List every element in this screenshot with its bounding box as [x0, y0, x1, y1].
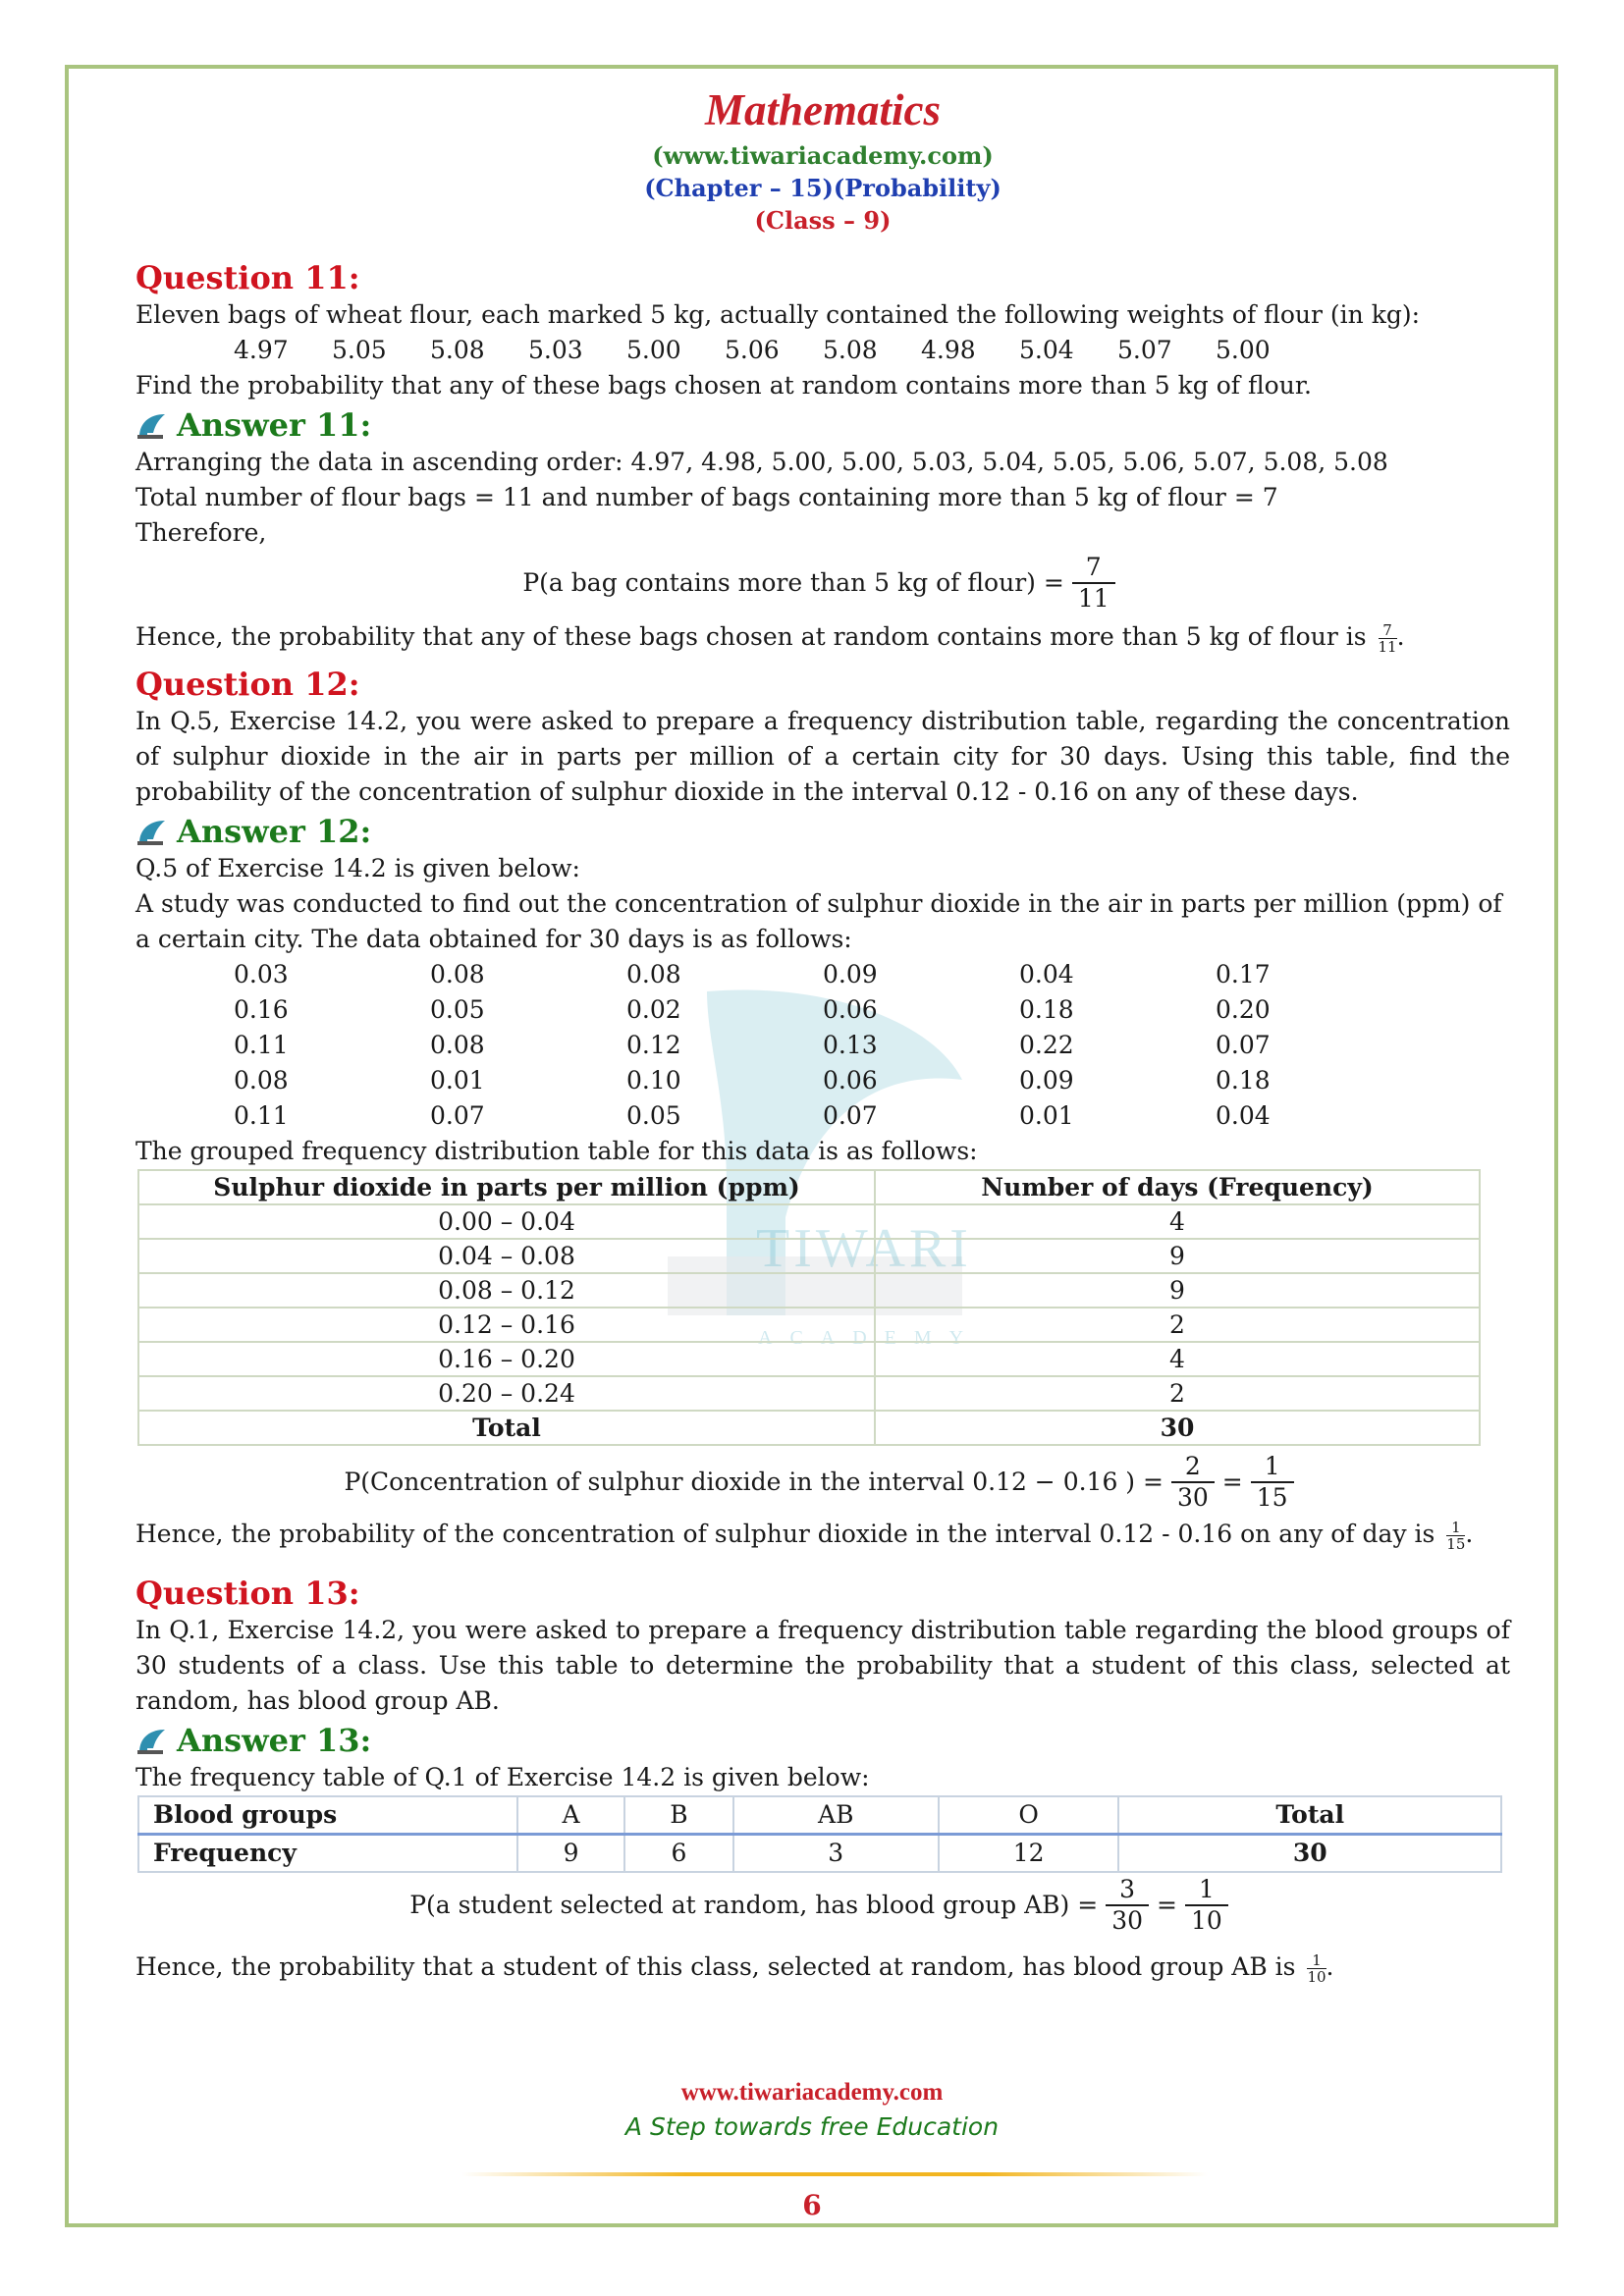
conclusion-period: .: [1465, 1520, 1474, 1548]
answer-13-equation: [135, 1875, 1510, 1936]
answer-11-line-3: Therefore,: [135, 518, 267, 547]
fraction-numerator: 7: [1085, 553, 1102, 581]
weight-value: 5.00: [1216, 336, 1271, 364]
table-row: [138, 1796, 1501, 1835]
answer-11-title: Answer 11:: [177, 406, 372, 444]
data-value: 0.01: [1019, 1101, 1074, 1130]
weight-value: 5.08: [430, 336, 485, 364]
equation-fraction: [1171, 1452, 1215, 1513]
weight-value: 5.05: [332, 336, 387, 364]
chapter-title: (Chapter – 15)(Probability): [644, 174, 1001, 202]
flour-weights-row: [135, 333, 1510, 368]
table-cell: 12: [939, 1835, 1119, 1873]
data-value: 0.05: [626, 1101, 681, 1130]
conclusion-fraction: [1307, 1952, 1326, 1985]
conclusion-fraction: [1446, 1520, 1465, 1552]
answer-12-line-1: Q.5 of Exercise 14.2 is given below:: [135, 854, 580, 882]
table-cell: 0.00 – 0.04: [138, 1204, 875, 1239]
table-row: [138, 1835, 1501, 1873]
weight-value: 5.03: [528, 336, 583, 364]
watermark-brand: TIWARI: [756, 1218, 972, 1279]
answer-12-conclusion: [135, 1517, 1510, 1552]
table-cell: 30: [875, 1411, 1480, 1445]
weight-value: 4.98: [921, 336, 976, 364]
data-value: 0.07: [823, 1101, 878, 1130]
data-value: 0.05: [430, 995, 485, 1024]
data-value: 0.09: [1019, 1066, 1074, 1095]
data-value: 0.08: [430, 960, 485, 988]
fraction-numerator: 7: [1382, 621, 1392, 639]
answer-11-heading: [135, 405, 1510, 445]
tiwari-leaf-icon: [135, 1726, 169, 1755]
data-value: 0.20: [1216, 995, 1271, 1024]
answer-11-conclusion: [135, 619, 1510, 655]
data-value: 0.08: [234, 1066, 289, 1095]
table-cell: O: [939, 1796, 1119, 1835]
equation-fraction: [1072, 553, 1115, 614]
fraction-denominator: 15: [1251, 1481, 1294, 1513]
answer-11-equation: [135, 553, 1510, 614]
equation-lhs: P(a student selected at random, has blood group AB) =: [409, 1891, 1099, 1919]
fraction-numerator: 1: [1198, 1875, 1215, 1903]
weight-value: 5.06: [725, 336, 780, 364]
table-cell: AB: [733, 1796, 939, 1835]
fraction-denominator: 11: [1072, 582, 1115, 614]
fraction-denominator: 11: [1378, 638, 1397, 656]
answer-13-line-1: The frequency table of Q.1 of Exercise 14.2 is given below:: [135, 1763, 870, 1791]
answer-11-line-2: Total number of flour bags = 11 and number of bags containing more than 5 kg of flour = 7: [135, 483, 1278, 511]
data-value: 0.06: [823, 1066, 878, 1095]
equals-sign: =: [1221, 1468, 1243, 1496]
weight-value: 5.07: [1117, 336, 1172, 364]
question-11-text: Eleven bags of wheat flour, each marked 5 kg, actually contained the following weights of flour (in kg):: [135, 300, 1421, 329]
footer-tagline: A Step towards free Education: [624, 2112, 1000, 2141]
data-value: 0.11: [234, 1031, 289, 1059]
table-row: [138, 1204, 1480, 1239]
subject-title: Mathematics: [704, 85, 941, 134]
data-value: 0.08: [430, 1031, 485, 1059]
table-cell: 9: [875, 1239, 1480, 1273]
question-12-title: Question 12:: [135, 666, 360, 703]
answer-12-title: Answer 12:: [177, 813, 372, 850]
data-value: 0.22: [1019, 1031, 1074, 1059]
table-cell: 9: [875, 1273, 1480, 1308]
fraction-denominator: 30: [1106, 1904, 1149, 1936]
table-cell: Blood groups: [138, 1796, 517, 1835]
data-value: 0.18: [1019, 995, 1074, 1024]
table-header-cell: Sulphur dioxide in parts per million (ppm): [138, 1170, 875, 1204]
table-cell: 0.16 – 0.20: [138, 1342, 875, 1376]
data-value: 0.10: [626, 1066, 681, 1095]
table-cell: 2: [875, 1308, 1480, 1342]
table-total-row: [138, 1411, 1480, 1445]
table-row: [138, 1239, 1480, 1273]
equation-fraction: [1185, 1875, 1228, 1936]
table-row: [138, 1376, 1480, 1411]
data-value: 0.17: [1216, 960, 1271, 988]
data-value: 0.07: [1216, 1031, 1271, 1059]
data-value: 0.07: [430, 1101, 485, 1130]
conclusion-text: Hence, the probability of the concentration of sulphur dioxide in the interval 0.12 - 0.16 on any of day is: [135, 1520, 1435, 1548]
class-label: (Class – 9): [754, 206, 892, 235]
conclusion-text: Hence, the probability that a student of this class, selected at random, has blood group AB is: [135, 1952, 1296, 1981]
conclusion-period: .: [1326, 1952, 1334, 1981]
blood-group-table: [137, 1795, 1502, 1873]
table-cell: 0.04 – 0.08: [138, 1239, 875, 1273]
table-cell: Total: [1118, 1796, 1501, 1835]
data-value: 0.04: [1019, 960, 1074, 988]
table-cell: 0.08 – 0.12: [138, 1273, 875, 1308]
answer-13-title: Answer 13:: [177, 1722, 372, 1759]
watermark-sub: ACADEMY: [758, 1327, 982, 1349]
equals-sign: =: [1157, 1891, 1177, 1919]
equation-lhs: P(Concentration of sulphur dioxide in the interval 0.12 − 0.16 ) =: [344, 1468, 1164, 1496]
conclusion-period: .: [1396, 622, 1405, 651]
answer-12-line-3: The grouped frequency distribution table for this data is as follows:: [135, 1137, 978, 1165]
table-cell: 4: [875, 1342, 1480, 1376]
tiwari-leaf-icon: [135, 817, 169, 846]
footer-divider: [461, 2172, 1208, 2176]
table-row: [138, 1308, 1480, 1342]
data-value: 0.01: [430, 1066, 485, 1095]
question-11-text-2: Find the probability that any of these bags chosen at random contains more than 5 kg of flour.: [135, 371, 1312, 400]
fraction-numerator: 1: [1451, 1519, 1461, 1536]
data-value: 0.13: [823, 1031, 878, 1059]
table-row: [138, 1342, 1480, 1376]
table-cell: 0.20 – 0.24: [138, 1376, 875, 1411]
table-cell: 9: [517, 1835, 624, 1873]
page-header: [135, 80, 1510, 237]
data-value: 0.06: [823, 995, 878, 1024]
weight-value: 5.04: [1019, 336, 1074, 364]
fraction-denominator: 15: [1446, 1535, 1466, 1553]
table-header-row: [138, 1170, 1480, 1204]
table-cell: Total: [138, 1411, 875, 1445]
page-content: [135, 79, 1510, 1985]
data-value: 0.03: [234, 960, 289, 988]
table-cell: A: [517, 1796, 624, 1835]
equation-fraction: [1106, 1875, 1149, 1936]
table-header-cell: Number of days (Frequency): [875, 1170, 1480, 1204]
fraction-denominator: 10: [1307, 1968, 1326, 1986]
equation-lhs: P(a bag contains more than 5 kg of flour) =: [522, 568, 1064, 597]
data-value: 0.09: [823, 960, 878, 988]
table-cell: B: [624, 1796, 733, 1835]
table-cell: 6: [624, 1835, 733, 1873]
answer-12-heading: [135, 812, 1510, 851]
table-cell: Frequency: [138, 1835, 517, 1873]
table-cell: 4: [875, 1204, 1480, 1239]
fraction-numerator: 1: [1264, 1452, 1280, 1480]
answer-12-equation: [135, 1452, 1510, 1513]
header-website: (www.tiwariacademy.com): [652, 141, 994, 170]
data-value: 0.04: [1216, 1101, 1271, 1130]
weight-value: 4.97: [234, 336, 289, 364]
table-cell: 2: [875, 1376, 1480, 1411]
weight-value: 5.08: [823, 336, 878, 364]
conclusion-text: Hence, the probability that any of these bags chosen at random contains more than 5 kg of flour is: [135, 622, 1367, 651]
question-12-text: In Q.5, Exercise 14.2, you were asked to prepare a frequency distribution table, regarding the concentration of sulphur dioxide in the air in parts per million of a certain city for 30 days. Using this table, find the probability of the concentration of sulphur dioxide in the interval 0.12 - 0.16 on any of these days.: [135, 707, 1510, 806]
equation-fraction: [1251, 1452, 1294, 1513]
answer-11-line-1: Arranging the data in ascending order: 4.97, 4.98, 5.00, 5.00, 5.03, 5.04, 5.05, 5.06, 5.07, 5.08, 5.08: [135, 448, 1388, 476]
data-value: 0.12: [626, 1031, 681, 1059]
fraction-denominator: 10: [1185, 1904, 1228, 1936]
table-cell: 30: [1118, 1835, 1501, 1873]
table-cell: 3: [733, 1835, 939, 1873]
fraction-numerator: 2: [1184, 1452, 1201, 1480]
sulphur-dioxide-data-grid: [135, 957, 1510, 1134]
data-value: 0.02: [626, 995, 681, 1024]
data-value: 0.08: [626, 960, 681, 988]
conclusion-fraction: [1379, 622, 1397, 655]
table-row: [138, 1273, 1480, 1308]
fraction-denominator: 30: [1171, 1481, 1215, 1513]
table-cell: 0.12 – 0.16: [138, 1308, 875, 1342]
question-13-text: In Q.1, Exercise 14.2, you were asked to prepare a frequency distribution table regarding the blood groups of 30 students of a class. Use this table to determine the probability that a student of this class, selected at random, has blood group AB.: [135, 1616, 1510, 1715]
data-value: 0.16: [234, 995, 289, 1024]
page-number: 6: [802, 2189, 822, 2221]
question-13-title: Question 13:: [135, 1575, 360, 1612]
frequency-table: [137, 1169, 1481, 1446]
tiwari-leaf-icon: [135, 410, 169, 440]
fraction-numerator: 1: [1312, 1951, 1322, 1969]
question-11-title: Question 11:: [135, 259, 360, 296]
data-value: 0.11: [234, 1101, 289, 1130]
footer-website[interactable]: www.tiwariacademy.com: [680, 2079, 944, 2106]
fraction-numerator: 3: [1119, 1875, 1136, 1903]
weight-value: 5.00: [626, 336, 681, 364]
answer-12-line-2: A study was conducted to find out the concentration of sulphur dioxide in the air in parts per million (ppm) of a certain city. The data obtained for 30 days is as follows:: [135, 889, 1502, 953]
answer-13-heading: [135, 1721, 1510, 1760]
data-value: 0.18: [1216, 1066, 1271, 1095]
answer-13-conclusion: [135, 1949, 1510, 1985]
